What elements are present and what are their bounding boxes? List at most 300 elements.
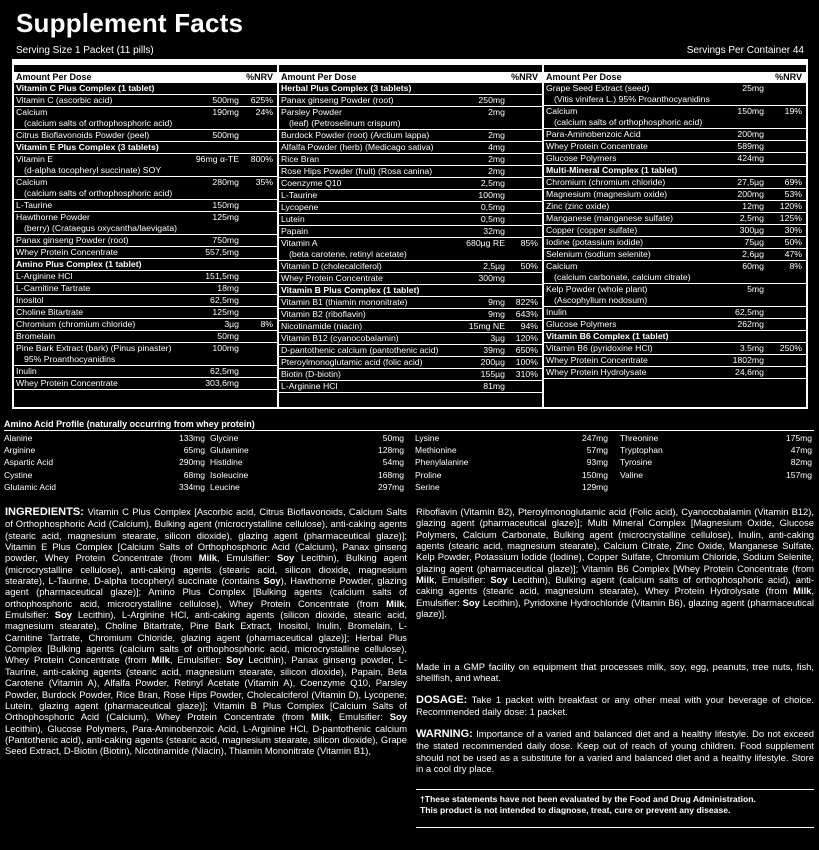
nutrient-name: Whey Protein Hydrolysate: [546, 367, 647, 377]
nutrient-name: (Vitis vinifera L.) 95% Proanthocyanidins: [554, 94, 710, 104]
nutrient-name: Grape Seed Extract (seed): [546, 83, 650, 93]
nutrient-name: (Ascophyllum nodosum): [554, 295, 648, 305]
nutrient-amount: 200µg: [480, 357, 505, 367]
nutrient-name: Multi-Mineral Complex (1 tablet): [546, 165, 678, 175]
nutrient-name: L-Carnitine Tartrate: [16, 283, 91, 293]
nutrient-name: Selenium (sodium selenite): [546, 249, 651, 259]
nutrient-name: Vitamin B1 (thiamin mononitrate): [281, 297, 408, 307]
nutrient-row: [279, 190, 542, 202]
nutrient-name: Vitamin E: [16, 154, 54, 164]
nutrient-name: Vitamin C Plus Complex (1 tablet): [16, 83, 155, 93]
nutrient-name: Vitamin B2 (riboflavin): [281, 309, 366, 319]
nutrient-amount: 125mg: [212, 307, 239, 317]
nutrient-nrv: 24%: [255, 107, 273, 117]
nutrient-row: [544, 189, 806, 201]
nutrient-row: [279, 369, 542, 381]
amino-acid-row: [415, 433, 608, 444]
amino-acid-amount: 168mg: [378, 469, 404, 480]
amino-acid-row: [415, 445, 608, 456]
nutrient-row: [279, 249, 542, 261]
nutrient-nrv: 50%: [520, 261, 538, 271]
page-title: Supplement Facts: [16, 8, 244, 38]
nutrient-nrv: 8%: [260, 319, 273, 329]
ingredients-label: INGREDIENTS:: [5, 506, 88, 518]
section-heading: [14, 83, 277, 95]
nutrient-name: (calcium salts of orthophosphoric acid): [24, 118, 173, 128]
amino-acid-name: Aspartic Acid: [4, 457, 54, 468]
nutrient-amount: 2,5mg: [480, 178, 505, 188]
amino-acid-name: Serine: [415, 481, 440, 492]
nutrient-row: [544, 272, 806, 284]
nutrient-amount: 750mg: [212, 235, 239, 245]
nutrient-row: [279, 238, 542, 249]
nutrient-nrv: 100%: [515, 357, 538, 367]
nutrient-row: [544, 201, 806, 213]
nutrient-row: [14, 107, 277, 118]
amino-acid-name: Cystine: [4, 469, 33, 480]
amino-acid-amount: 150mg: [582, 469, 608, 480]
nutrient-amount: 0,5mg: [480, 202, 505, 212]
nutrient-row: [544, 355, 806, 367]
nutrient-name: Para-Aminobenzoic Acid: [546, 129, 641, 139]
amino-acid-amount: 133mg: [179, 433, 205, 443]
amino-acid-amount: 93mg: [586, 457, 608, 468]
nutrient-amount: 9mg: [488, 297, 505, 307]
amino-acid-row: [620, 457, 812, 468]
nutrient-amount: 62,5mg: [210, 295, 239, 305]
ingredients-text-continued: Riboflavin (Vitamin B2), Pteroylmonoglutamic acid (Folic acid), Cyanocobalamin (Vitamin B12), glazing agent (pharmaceutical glaze)]; Multi Mineral Complex [Magnesium Oxide, Glucose Polymers, Calcium Carbonate, Bulking agent (microcrystalline cellulose), Inulin, anti-caking agents (stearic acid, magnesium stearate), Calcium Citrate, Zinc Oxide, Manganese Sulfate, Kelp Powder, Potassium Iodide (Iodine), Copper Sulfate, Chromium Chloride, Sodium Selenite, glazing agent (pharmaceutical glaze)]; Vitamin B6 Complex [Whey Protein Concentrate (from Milk, Emulsifier: Soy Lecithin), Bulking agent (calcium salts of orthophosphoric acid), anti-caking agents (stearic acid, magnesium stearate), Whey Protein Hydrolysate (from Milk, Emulsifier: Soy Lecithin), Pyridoxine Hydrochloride (Vitamin B6), glazing agent (pharmaceutical glaze)].: [416, 506, 814, 620]
nutrient-amount: 190mg: [212, 107, 239, 117]
nutrient-row: [544, 83, 806, 94]
nutrient-name: Whey Protein Concentrate: [16, 247, 118, 257]
nutrient-amount: 680µg RE: [466, 238, 505, 248]
nutrient-nrv: 35%: [255, 177, 273, 187]
fda-footnote: [416, 789, 814, 828]
nutrient-row: [279, 214, 542, 226]
ingredients-text: Vitamin C Plus Complex [Ascorbic acid, Citrus Bioflavonoids, Calcium Salts of Orthophosphoric Acid (Calcium), Bulking agent (microcrystalline cellulose), anti-caking agents (stearic acid, magnesium stearate, silicon dioxide), glazing agent (pharmaceutical glaze)]; Vitamin E Plus Complex [Calcium Salts of Orthophosphoric Acid (Calcium), Panax ginseng powder, Whey Protein Concentrate (from Milk, Emulsifier: Soy Lecithin), Bulking agent (microcrystalline cellulose), anti-caking agents (stearic acid, silicon dioxide, magnesium stearate), L-Taurine, D-alpha tocopheryl succinate (contains Soy), Hawthorne Powder, glazing agent (pharmaceutical glaze)]; Amino Plus Complex [Bulking agents (calcium salts of orthophosphoric acid, microcrystalline cellulose), Whey Protein Concentrate (from Milk, Emulsifier: Soy Lecithin), L-Arginine HCl, anti-caking agents (silicon dioxide, stearic acid, magnesium stearate), Choline Bitartrate, Pine Bark Extract, Inositol, Inulin, Bromelain, L-Carnitine Tartrate, Chromium Chloride, glazing agent (pharmaceutical glaze)]; Herbal Plus Complex [Bulking agents (calcium salts of orthophosphoric acid, microcrystalline cellulose), Whey Protein Concentrate (from Milk, Emulsifier: Soy Lecithin), Panax ginseng powder, L-Taurine, anti-caking agents (stearic acid, magnesium stearate, silicon dioxide), Papain, Beta Carotene (Vitamin A), Alfalfa Powder, Retinyl Acetate (Vitamin A), Coenzyme Q10, Parsley Powder, Burdock Powder, Rice Bran, Rose Hips Powder, Cholecalciferol (Vitamin D), Lycopene, Lutein, glazing agent (pharmaceutical glaze)]; Vitamin B Plus Complex [Calcium Salts of Orthophosphoric Acid (Calcium), Whey Protein Concentrate (from Milk, Emulsifier: Soy Lecithin), Glucose Polymers, Para-Aminobenzoic Acid, L-Arginine HCl, D-pantothenic calcium (Pantothenic acid), anti-caking agents (stearic acid, magnesium stearate, silicon dioxide), Grape Seed Extract, D-Biotin (Biotin), Nicotinamide (Niacin), Thiamin Mononitrate (Vitamin B1),: [5, 506, 407, 757]
nutrient-amount: 96mg α-TE: [195, 154, 239, 164]
nutrient-row: [544, 249, 806, 261]
nutrient-nrv: 125%: [779, 213, 802, 223]
footnote-line-1: †These statements have not been evaluated by the Food and Drug Administration.: [420, 794, 756, 804]
nutrient-row: [14, 212, 277, 223]
nutrient-row: [14, 319, 277, 331]
nutrient-amount: 2mg: [488, 107, 505, 117]
nutrient-name: Inulin: [546, 307, 567, 317]
nutrient-name: Glucose Polymers: [546, 153, 617, 163]
amino-profile-title: Amino Acid Profile (naturally occurring from whey protein): [4, 419, 255, 429]
header-nrv-label: %NRV: [511, 72, 538, 82]
amino-acid-amount: 157mg: [786, 469, 812, 480]
nutrient-name: Papain: [281, 226, 309, 236]
nutrient-row: [279, 95, 542, 107]
nutrient-amount: 151,5mg: [205, 271, 239, 281]
nutrient-amount: 1802mg: [732, 355, 764, 365]
header-amount-label: Amount Per Dose: [281, 72, 357, 82]
amino-acid-row: [4, 457, 205, 468]
amino-acid-row: [415, 457, 608, 468]
nutrient-row: [279, 333, 542, 345]
nutrient-row: [279, 118, 542, 130]
nutrient-amount: 3µg: [224, 319, 239, 329]
nutrient-nrv: 643%: [515, 309, 538, 319]
amino-acid-row: [620, 445, 812, 456]
nutrient-name: (d-alpha tocopheryl succinate) SOY: [24, 165, 162, 175]
nutrient-amount: 62,5mg: [210, 366, 239, 376]
nutrient-name: Coenzyme Q10: [281, 178, 342, 188]
nutrient-name: (berry) (Crataegus oxycantha/laevigata): [24, 223, 178, 233]
section-heading: [544, 165, 806, 177]
nutrient-name: Whey Protein Concentrate: [546, 355, 648, 365]
nutrient-name: Panax ginseng Powder (root): [16, 235, 129, 245]
nutrient-amount: 12mg: [742, 201, 764, 211]
nutrient-nrv: 94%: [520, 321, 538, 331]
nutrient-name: (beta carotene, retinyl acetate): [289, 249, 407, 259]
nutrient-row: [14, 354, 277, 366]
nutrient-name: Vitamin A: [281, 238, 318, 248]
nutrient-amount: 262mg: [737, 319, 764, 329]
dosage: [416, 694, 814, 718]
nutrient-row: [279, 178, 542, 190]
warning-label: WARNING:: [416, 728, 473, 740]
nutrient-name: Manganese (manganese sulfate): [546, 213, 674, 223]
nutrient-name: Bromelain: [16, 331, 56, 341]
nutrient-amount: 15mg NE: [468, 321, 505, 331]
amino-acid-name: Glutamic Acid: [4, 481, 56, 492]
amino-acid-amount: 82mg: [790, 457, 812, 468]
nutrient-row: [544, 367, 806, 379]
nutrient-row: [279, 273, 542, 285]
header-amount-label: Amount Per Dose: [16, 72, 92, 82]
amino-acid-row: [4, 433, 205, 444]
nutrient-row: [14, 235, 277, 247]
nutrient-nrv: 19%: [784, 106, 802, 116]
nutrient-name: Alfalfa Powder (herb) (Medicago sativa): [281, 142, 434, 152]
nutrient-nrv: 85%: [520, 238, 538, 248]
nutrient-name: Chromium (chromium chloride): [16, 319, 136, 329]
nutrient-name: Hawthorne Powder: [16, 212, 90, 222]
nutrient-name: Nicotinamide (niacin): [281, 321, 363, 331]
nutrient-row: [279, 297, 542, 309]
nutrient-row: [14, 223, 277, 235]
nutrient-nrv: 310%: [515, 369, 538, 379]
nutrient-row: [279, 130, 542, 142]
nutrient-row: [279, 202, 542, 214]
nutrient-amount: 3µg: [490, 333, 505, 343]
nutrient-name: Inulin: [16, 366, 37, 376]
nutrient-nrv: 50%: [784, 237, 802, 247]
amino-acid-name: Phenylalanine: [415, 457, 469, 468]
nutrient-amount: 4mg: [488, 142, 505, 152]
nutrient-amount: 424mg: [737, 153, 764, 163]
nutrient-amount: 125mg: [212, 212, 239, 222]
amino-acid-row: [415, 482, 608, 493]
amino-acid-amount: 129mg: [582, 481, 608, 492]
nutrient-row: [544, 343, 806, 355]
amino-acid-row: [210, 433, 404, 444]
nutrient-row: [14, 271, 277, 283]
amino-acid-row: [4, 445, 205, 456]
nutrient-row: [544, 307, 806, 319]
nutrient-name: Parsley Powder: [281, 107, 342, 117]
nutrient-row: [14, 95, 277, 107]
nutrient-amount: 589mg: [737, 141, 764, 151]
nutrient-name: Vitamin E Plus Complex (3 tablets): [16, 142, 159, 152]
amino-acid-name: Isoleucine: [210, 469, 249, 480]
nutrient-row: [14, 307, 277, 319]
dosage-label: DOSAGE:: [416, 694, 468, 706]
nutrient-name: Magnesium (magnesium oxide): [546, 189, 668, 199]
amino-acid-amount: 57mg: [586, 445, 608, 456]
nutrient-name: Pine Bark Extract (bark) (Pinus pinaster): [16, 343, 172, 353]
nutrient-name: Whey Protein Concentrate: [281, 273, 383, 283]
nutrient-amount: 2mg: [488, 130, 505, 140]
nutrient-row: [544, 319, 806, 331]
nutrient-nrv: 250%: [779, 343, 802, 353]
nutrient-nrv: 47%: [784, 249, 802, 259]
nutrient-name: Pteroylmonoglutamic acid (folic acid): [281, 357, 423, 367]
nutrient-name: Choline Bitartrate: [16, 307, 84, 317]
nutrient-amount: 75µg: [744, 237, 764, 247]
table-bottom-border: [12, 407, 808, 409]
nutrient-nrv: 53%: [784, 189, 802, 199]
nutrient-row: [279, 154, 542, 166]
dosage-text: Take 1 packet with breakfast or any other meal with your beverage of choice. Recommended daily dose: 1 packet.: [416, 694, 814, 718]
nutrient-name: (calcium salts of orthophosphoric acid): [24, 188, 173, 198]
nutrient-name: Calcium: [546, 106, 578, 116]
amino-acid-row: [415, 470, 608, 481]
nutrient-name: Vitamin C (ascorbic acid): [16, 95, 113, 105]
nutrient-row: [544, 94, 806, 106]
nutrient-name: Chromium (chromium chloride): [546, 177, 666, 187]
nutrient-row: [14, 130, 277, 142]
table-header: [544, 72, 806, 83]
nutrient-row: [279, 309, 542, 321]
amino-acid-name: Leucine: [210, 481, 240, 492]
amino-acid-row: [4, 470, 205, 481]
nutrient-column: [279, 72, 542, 393]
nutrient-amount: 24,6mg: [735, 367, 764, 377]
nutrient-row: [14, 378, 277, 390]
nutrient-row: [14, 177, 277, 188]
nutrient-name: Zinc (zinc oxide): [546, 201, 610, 211]
nutrient-name: Lutein: [281, 214, 305, 224]
nutrient-nrv: 650%: [515, 345, 538, 355]
amino-acid-name: Lysine: [415, 433, 440, 443]
nutrient-name: Vitamin D (cholecalciferol): [281, 261, 382, 271]
nutrient-nrv: 120%: [779, 201, 802, 211]
nutrient-amount: 200mg: [737, 189, 764, 199]
nutrient-name: Copper (copper sulfate): [546, 225, 638, 235]
amino-rule: [4, 430, 814, 431]
nutrient-amount: 500mg: [212, 95, 239, 105]
nutrient-amount: 60mg: [742, 261, 764, 271]
nutrient-row: [544, 129, 806, 141]
nutrient-row: [544, 177, 806, 189]
amino-acid-name: Histidine: [210, 457, 243, 468]
nutrient-amount: 300µg: [739, 225, 764, 235]
nutrient-row: [544, 153, 806, 165]
nutrient-name: Citrus Bioflavonoids Powder (peel): [16, 130, 150, 140]
nutrient-name: Amino Plus Complex (1 tablet): [16, 259, 142, 269]
nutrient-column: [14, 72, 277, 390]
amino-acid-name: Methionine: [415, 445, 457, 456]
nutrient-name: Burdock Powder (root) (Arctium lappa): [281, 130, 430, 140]
header-amount-label: Amount Per Dose: [546, 72, 622, 82]
nutrient-row: [14, 331, 277, 343]
nutrient-row: [279, 107, 542, 118]
amino-acid-name: Alanine: [4, 433, 33, 443]
nutrient-row: [14, 118, 277, 130]
nutrient-amount: 5mg: [747, 284, 764, 294]
ingredients-left: [5, 506, 407, 757]
nutrient-name: Lycopene: [281, 202, 319, 212]
amino-acid-row: [210, 457, 404, 468]
amino-acid-amount: 297mg: [378, 481, 404, 492]
amino-acid-row: [620, 470, 812, 481]
amino-acid-name: Glutamine: [210, 445, 249, 456]
table-header: [279, 72, 542, 83]
nutrient-row: [544, 225, 806, 237]
nutrient-name: Rose Hips Powder (fruit) (Rosa canina): [281, 166, 433, 176]
amino-acid-amount: 47mg: [790, 445, 812, 456]
amino-acid-row: [620, 433, 812, 444]
nutrient-row: [279, 345, 542, 357]
nutrient-name: L-Taurine: [16, 200, 53, 210]
nutrient-amount: 25mg: [742, 83, 764, 93]
amino-acid-name: Glycine: [210, 433, 239, 443]
header-nrv-label: %NRV: [246, 72, 273, 82]
section-heading: [14, 259, 277, 271]
nutrient-name: Inositol: [16, 295, 44, 305]
nutrient-name: Vitamin B Plus Complex (1 tablet): [281, 285, 420, 295]
nutrient-row: [279, 142, 542, 154]
nutrient-name: L-Taurine: [281, 190, 318, 200]
nutrient-row: [14, 366, 277, 378]
nutrient-name: Vitamin B12 (cyanocobalamin): [281, 333, 399, 343]
nutrient-name: Biotin (D-biotin): [281, 369, 341, 379]
nutrient-name: Calcium: [546, 261, 578, 271]
nutrient-amount: 100mg: [212, 343, 239, 353]
nutrient-row: [544, 261, 806, 272]
nutrient-name: D-pantothenic calcium (pantothenic acid): [281, 345, 439, 355]
amino-acid-row: [210, 470, 404, 481]
nutrient-amount: 0,5mg: [480, 214, 505, 224]
nutrient-name: Vitamin B6 (pyridoxine HCl): [546, 343, 653, 353]
nutrient-amount: 100mg: [478, 190, 505, 200]
nutrient-row: [544, 237, 806, 249]
nutrient-name: Calcium: [16, 107, 48, 117]
amino-acid-amount: 65mg: [183, 445, 205, 456]
nutrient-amount: 250mg: [478, 95, 505, 105]
nutrient-row: [279, 226, 542, 238]
warning-text: Importance of a varied and balanced diet and a healthy lifestyle. Do not exceed the stated recommended daily dose. Keep out of reach of young children. Food supplement should not be used as a substitute for a varied and balanced diet and a healthy lifestyle. Store in a cool dry place.: [416, 728, 814, 775]
nutrient-amount: 155µg: [480, 369, 505, 379]
nutrient-name: Rice Bran: [281, 154, 320, 164]
amino-acid-amount: 68mg: [183, 469, 205, 480]
amino-acid-name: Arginine: [4, 445, 36, 456]
amino-acid-amount: 54mg: [382, 457, 404, 468]
nutrient-row: [279, 261, 542, 273]
nutrient-amount: 150mg: [212, 200, 239, 210]
serving-size: Serving Size 1 Packet (11 pills): [16, 45, 154, 56]
nutrient-nrv: 8%: [789, 261, 802, 271]
nutrient-row: [279, 321, 542, 333]
amino-acid-amount: 290mg: [179, 457, 205, 468]
nutrient-nrv: 800%: [250, 154, 273, 164]
nutrient-name: Panax ginseng Powder (root): [281, 95, 394, 105]
amino-acid-amount: 334mg: [179, 481, 205, 492]
nutrient-row: [544, 141, 806, 153]
nutrient-amount: 81mg: [483, 381, 505, 391]
nutrient-amount: 2mg: [488, 154, 505, 164]
nutrient-row: [544, 117, 806, 129]
ingredients-right: [416, 506, 814, 619]
amino-acid-amount: 50mg: [382, 433, 404, 443]
amino-acid-name: Tyrosine: [620, 457, 653, 468]
nutrient-name: Vitamin B6 Complex (1 tablet): [546, 331, 669, 341]
gmp-note: Made in a GMP facility on equipment that processes milk, soy, egg, peanuts, tree nuts, fish, shellfish, and wheat.: [416, 661, 814, 684]
servings-per-container: Servings Per Container 44: [686, 45, 804, 56]
amino-acid-amount: 175mg: [786, 433, 812, 443]
table-header: [14, 72, 277, 83]
amino-acid-name: Threonine: [620, 433, 659, 443]
amino-acid-amount: 247mg: [582, 433, 608, 443]
nutrient-amount: 280mg: [212, 177, 239, 187]
nutrient-amount: 2,5µg: [483, 261, 505, 271]
nutrient-row: [279, 166, 542, 178]
amino-acid-name: Tryptophan: [620, 445, 663, 456]
nutrient-amount: 50mg: [217, 331, 239, 341]
nutrient-amount: 500mg: [212, 130, 239, 140]
nutrient-row: [279, 381, 542, 393]
nutrient-amount: 150mg: [737, 106, 764, 116]
nutrient-row: [544, 284, 806, 295]
nutrient-row: [14, 188, 277, 200]
nutrient-name: (calcium salts of orthophosphoric acid): [554, 117, 703, 127]
nutrient-amount: 2,6µg: [742, 249, 764, 259]
table-right-border: [806, 65, 808, 409]
nutrient-name: L-Arginine HCl: [16, 271, 73, 281]
section-heading: [279, 285, 542, 297]
nutrient-amount: 300mg: [478, 273, 505, 283]
amino-acid-name: Proline: [415, 469, 442, 480]
nutrient-amount: 200mg: [737, 129, 764, 139]
section-heading: [544, 331, 806, 343]
nutrient-amount: 32mg: [483, 226, 505, 236]
nutrient-row: [14, 343, 277, 354]
nutrient-row: [14, 154, 277, 165]
nutrient-name: L-Arginine HCl: [281, 381, 338, 391]
nutrient-amount: 62,5mg: [735, 307, 764, 317]
nutrient-nrv: 30%: [784, 225, 802, 235]
nutrient-amount: 557,5mg: [205, 247, 239, 257]
nutrient-name: Iodine (potassium iodide): [546, 237, 644, 247]
nutrient-name: Herbal Plus Complex (3 tablets): [281, 83, 412, 93]
section-heading: [279, 83, 542, 95]
nutrient-name: Whey Protein Concentrate: [16, 378, 118, 388]
nutrient-row: [544, 106, 806, 117]
nutrient-row: [14, 200, 277, 212]
nutrient-amount: 27,5µg: [737, 177, 764, 187]
nutrient-nrv: 822%: [515, 297, 538, 307]
nutrient-row: [279, 357, 542, 369]
section-heading: [14, 142, 277, 154]
nutrient-row: [544, 213, 806, 225]
footnote-line-2: This product is not intended to diagnose, treat, cure or prevent any disease.: [420, 805, 731, 815]
nutrient-name: Kelp Powder (whole plant): [546, 284, 648, 294]
nutrient-row: [14, 165, 277, 177]
